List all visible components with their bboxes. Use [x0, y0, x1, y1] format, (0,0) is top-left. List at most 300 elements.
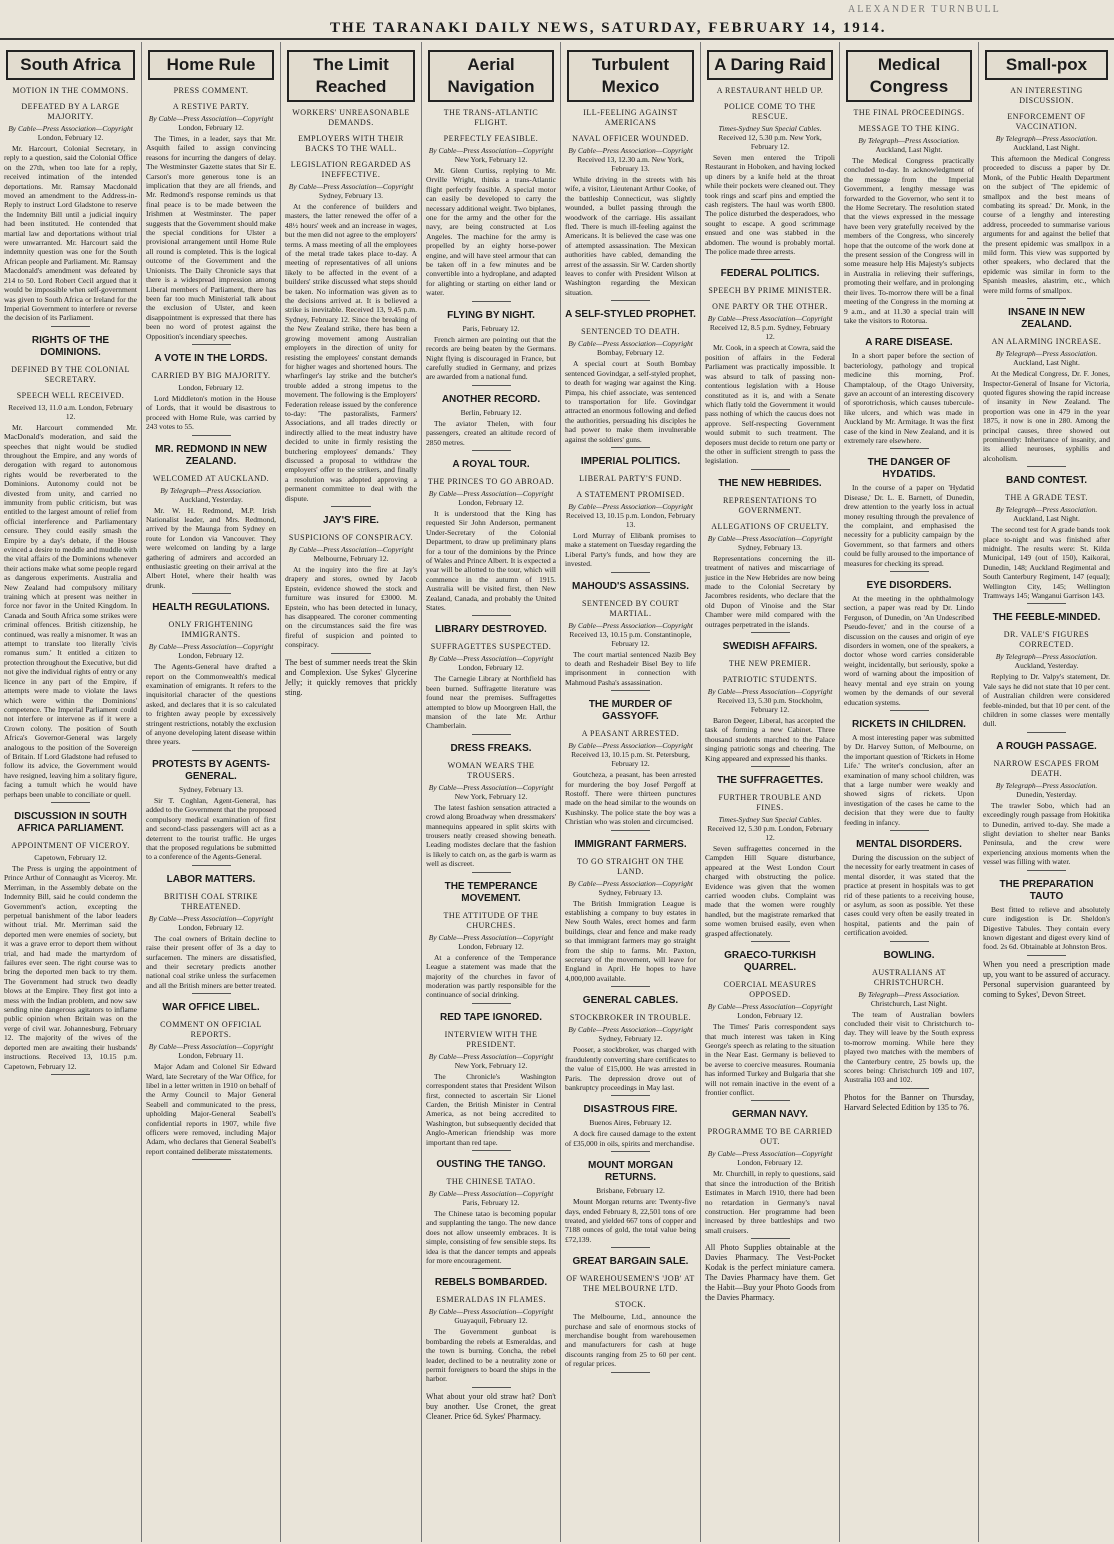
article [844, 580, 974, 711]
article-subheading: CARRIED BY BIG MAJORITY. [151, 370, 271, 380]
article-dateline: Received 13, 11.0 a.m. London, February 12. [8, 402, 133, 421]
article-divider [472, 1268, 511, 1269]
article-heading: GERMAN NAVY. [732, 1109, 808, 1121]
article-divider [1027, 955, 1065, 956]
article-heading: AN INTERESTING DISCUSSION. [1010, 86, 1083, 105]
article [565, 1160, 696, 1248]
article-subheading: WOMAN WEARS THE TROUSERS. [447, 760, 535, 780]
article-subheading: PROGRAMME TO BE CARRIED OUT. [707, 1127, 833, 1147]
article [285, 108, 417, 507]
article-divider [611, 300, 650, 301]
article-divider [192, 750, 231, 751]
article-subheading: OF WAREHOUSEMEN'S 'JOB' AT THE MELBOURNE LTD. [566, 1274, 695, 1294]
article-subheading: SENTENCED BY COURT MARTIAL. [581, 598, 680, 618]
article-dateline: Received 13, 12.30 a.m. New York, February 13. [577, 155, 684, 173]
article-body: At the Medical Congress, Dr. F. Jones, Inspector-General of Insane for Victoria, quoted figures showing the rapid increase of insanity in New Zealand. The proportion was one in 479 in the year 1875, it now is one in 280. Among the principal causes, three showed out prominently: Inheritance of insanity, and its allied neuroses, syphilis and alcoholism. [983, 369, 1110, 463]
column-headline: Aerial Navigation [428, 50, 554, 102]
article-body: French airmen are pointing out that the records are being beaten by the Germans. Night flying is discouraged in France, but carefully studied in Germany, and prizes are awarded from a national fund. [426, 334, 556, 382]
article-divider [331, 506, 371, 507]
article-subheading: SPEECH BY PRIME MINISTER. [708, 286, 832, 296]
article-body: Sir T. Coghlan, Agent-General, has added to the Government that the proposed compulsory medical examination of first and second-class passengers will act as a deterrent to the tourist traffic. He urges that the proposed regulations be submitted to a conference of the Agents-General. [146, 795, 276, 862]
article-divider [1027, 466, 1065, 467]
article [146, 874, 276, 994]
article [565, 995, 696, 1096]
article [844, 719, 974, 831]
article-subheading: STOCK. [614, 1300, 647, 1310]
article-divider [51, 802, 91, 803]
article-divider [1027, 732, 1065, 733]
article-dateline: Berlin, February 12. [460, 407, 522, 417]
article-body: Seven suffragettes concerned in the Campden Hill Square disturbance, appeared at the West London Court charged with obstructing the police. Evidence was given that the women carried wooden clubs. Complaint was made that the women were roughly handled, but the magistrate remarked that some women bruised easily, even when grasped affectionately. [705, 844, 835, 938]
article-dateline: Sydney, February 13. [737, 542, 803, 552]
article-dateline: Received 12, 5.30 p.m. New York, February 12. [718, 133, 822, 151]
article-dateline: Auckland, Last Night. [1013, 143, 1080, 152]
article-subheading: A STATEMENT PROMISED. [576, 489, 685, 499]
column-daring-raid [701, 42, 840, 1542]
article-body: Mr. Glenn Curtiss, replying to Mr. Orville Wright, thinks a trans-Atlantic flight perfectly feasible. A special motor can easily be developed to carry the necessary additional weight. Two biplanes, one for the army and the other for the navy, are being constructed at Los Angeles. The machine for the army is propelled by an eighty horse-power engine, and will have steel armour that can be taken off in a few minutes and be convertible into a hydroplane, and adapted for alighting or starting on either land or water. [426, 166, 556, 298]
article-byline: By Cable—Press Association—Copyright [568, 620, 693, 630]
article-body: Major Adam and Colonel Sir Edward Ward, late Secretary of the War Office, for libel in a letter written in 1910 on behalf of the Army Council to Major General Seabell and communicated to the press, upholding Major-General Seabell's confidential reports in 1907, while five officers were removed, including Major Adam, who declares that General Seabell's report contained deliberate misstatements. [146, 1062, 276, 1156]
article-subheading: ALLEGATIONS OF CRUELTY. [711, 521, 829, 531]
article-heading: LIBRARY DESTROYED. [435, 624, 547, 636]
article-body: Mr. Harcourt commended Mr. MacDonald's moderation, and said the speeches that night would be studied throughout the Empire, and any words of derogation with regard to autonomous rights would be reverberated to the Dominions. Autonomy could not be divested from unity, and carried no immunity from public criticism, but was entitled to the largest amount of relief from official interference and Parliamentary censure. They could easily smash the Empire by a day's debate, if the House evinced a desire to meddle and muddle with the vital affairs of the Dominions whenever their actions make what some people regard as dangerous experiments. Australia and New Zealand had compulsory military training which at present was neither in force nor favor in the United Kingdom. In Canada and South Africa some strikes were criminal offences. British citizenship, he continued, was really a misnomer. It was an attempt to translate too literally 'civis romanus sum.' It entitled a citizen to protection throughout the Executive, but did not give the individual rights of entry or any licence in any part of the Empire, if attempts were made to violate the laws which were within the Dominions' competence. The Imperial Parliament could not interfere or intervene as if it were a Crown colony. The position of South Africa's Governor-General was largely analogous to the position of the Sovereign of Britain. If Lord Gladstone had refused to follow its advice, the Government would have resigned, leaving him a solitary figure, facing a tumult which he would have perhaps been unable to conciliate or quell. [4, 422, 137, 799]
article-divider [1027, 603, 1065, 604]
article [146, 353, 276, 436]
column-headline: Medical Congress [846, 50, 972, 102]
article-dateline: Sydney, February 12. [598, 1034, 663, 1044]
article-subheading: ONLY FRIGHTENING IMMIGRANTS. [168, 620, 254, 640]
article-subheading: PERFECTLY FEASIBLE. [443, 134, 539, 143]
article-body: Lord Middleton's motion in the House of Lords, that it would be disastrous to proceed with Home Rule, was carried by 243 votes to 55. [146, 393, 276, 432]
article-divider [890, 1088, 929, 1089]
article [565, 1256, 696, 1372]
article-body: The trawler Sobo, which had an exceedingly rough passage from Hokitika to Dunedin, arrived to-day. She made a slight deviation to shelter near Banks Peninsula, and the crew were experiencing anxious moments when the vessel was filling with water. [983, 800, 1110, 867]
article-dateline: Buenos Aires, February 12. [589, 1118, 672, 1128]
column-turbulent-mexico [561, 42, 701, 1542]
article-byline: By Cable—Press Association—Copyright [8, 124, 133, 133]
article-divider [611, 830, 650, 831]
article-heading: THE MURDER OF GASSYOFF. [588, 699, 673, 723]
article-divider [890, 830, 929, 831]
article-dateline: Received 13, 5.30 p.m. Stockholm, February 12. [717, 696, 823, 714]
article-heading: A VOTE IN THE LORDS. [154, 352, 268, 364]
article-subheading: COERCIAL MEASURES OPPOSED. [723, 980, 817, 1000]
article-dateline: Auckland, Last Night. [1013, 514, 1080, 524]
article-body: The team of Australian bowlers concluded their visit to Christchurch to-day. They will leave by the South express to-morrow morning. While here they played two matches with the members of the Canterbury centre, 25 bowls up, the scores being: Christchurch 109 and 107, Australia 103 and 102. [844, 1009, 974, 1085]
article-byline: By Cable—Press Association—Copyright [707, 1002, 833, 1012]
article-dateline: Received 13, 10.15 p.m. London, February 13. [565, 510, 696, 529]
article [426, 1012, 556, 1151]
article-subheading: DEFEATED BY A LARGE MAJORITY. [21, 102, 120, 121]
article [705, 478, 835, 633]
article-heading: PROTESTS BY AGENTS-GENERAL. [152, 758, 270, 782]
article-body: The Carnegie Library at Northfield has been burned. Suffragette literature was found near the premises. Suffragettes attempted to blow up Moorgreen Hall, the mansion of the late Mr. Arthur Chamberlain. [426, 674, 556, 731]
article-dateline: Guayaquil, February 12. [454, 1316, 528, 1326]
newspaper-title: THE TARANAKI DAILY NEWS, SATURDAY, FEBRUARY 14, 1914. [330, 20, 887, 36]
article-byline: By Cable—Press Association—Copyright [288, 182, 414, 191]
article [705, 1109, 835, 1239]
article-heading: THE TRANS-ATLANTIC FLIGHT. [443, 108, 539, 127]
article-byline: By Cable—Press Association—Copyright [428, 654, 554, 664]
article-byline: By Cable—Press Association—Copyright [568, 146, 693, 155]
article-divider [192, 993, 231, 994]
article-divider [192, 865, 231, 866]
article-dateline: Auckland, Yesterday. [1014, 661, 1079, 671]
article-byline: By Cable—Press Association—Copyright [148, 642, 274, 652]
article-heading: DISASTROUS FIRE. [583, 1104, 678, 1116]
article-heading: IMMIGRANT FARMERS. [574, 838, 687, 850]
article-byline: By Telegraph—Press Association. [858, 989, 960, 999]
article-divider [472, 385, 511, 386]
article-byline: By Cable—Press Association—Copyright [428, 1188, 554, 1198]
article [4, 335, 137, 803]
article-divider [472, 301, 511, 302]
article-divider [611, 1247, 650, 1248]
article-divider [192, 435, 231, 436]
article-dateline: Brisbane, February 12. [596, 1186, 665, 1196]
article-body: The British Immigration League is establishing a company to buy estates in New South Wales, erect homes and farm buildings, clear and fence and make ready so that immigrant farmers may go straight from the ship to farms. Mr. Paxton, secretary of the movement, will leave for England in April. He hopes to have 4,000,000 available. [565, 898, 696, 983]
article [844, 1093, 974, 1113]
article-body: At a conference of the Temperance League a statement was made that the majority of the churches in favor of moderation was partly responsible for the continuance of social drinking. [426, 952, 556, 1000]
article-byline: By Cable—Press Association—Copyright [707, 687, 833, 696]
article-heading: WORKERS' UNREASONABLE DEMANDS. [292, 108, 410, 127]
column-small-pox [979, 42, 1114, 1542]
advertisement-text: The best of summer needs treat the Skin and Complexion. Use Sykes' Glycerine Jelly; it quickly removes that prickly sting. [285, 657, 417, 697]
article-body: The court martial sentenced Nazib Bey to death and Reshadeir Bisel Bey to life imprisonment in connection with Mahmoud Pasha's assassination. [565, 649, 696, 687]
article-heading: THE DANGER OF HYDATIDS. [867, 457, 951, 481]
article-body: Mr. Churchill, in reply to questions, said that since the introduction of the British Estimates in March 1910, there had been no retardation in Germany's naval construction. Her programme had been increased by three battleships and two small cruisers. [705, 1169, 835, 1235]
article-divider [611, 1151, 650, 1152]
article-divider [890, 448, 929, 449]
article [844, 950, 974, 1089]
article-divider [751, 259, 790, 260]
article-byline: By Cable—Press Association—Copyright [428, 146, 554, 155]
article [705, 950, 835, 1101]
article-dateline: London, February 12. [458, 663, 524, 673]
article-heading: A SELF-STYLED PROPHET. [565, 309, 696, 321]
article-heading: THE FEEBLE-MINDED. [992, 612, 1101, 624]
article-divider [890, 941, 929, 942]
article [844, 108, 974, 329]
article-body: Mr. W. H. Redmond, M.P. Irish Nationalist leader, and Mrs. Redmond, arrived by the Maunga from Sydney en route for London via Vancouver. They were welcomed on landing by a large gathering of admirers and accorded an enthusiastic greeting on their arrival at the Albert Hotel, where their health was drunk. [146, 505, 276, 590]
article-dateline: Paris, February 12. [462, 1197, 520, 1207]
article-subheading: AN ALARMING INCREASE. [991, 337, 1102, 347]
article-byline: By Cable—Press Association—Copyright [428, 488, 554, 498]
article-body: The coal owners of Britain decline to raise their present offer of 3s a day to surfacemen. The miners are dissatisfied, and their secretary predicts another national coal strike unless the surfacemen and all the British miners are better treated. [146, 933, 276, 990]
article [983, 741, 1110, 871]
article-heading: REBELS BOMBARDED. [434, 1277, 548, 1289]
article-dateline: London, February 11. [178, 1051, 244, 1061]
article-heading: WAR OFFICE LIBEL. [162, 1002, 260, 1014]
article-heading: SWEDISH AFFAIRS. [722, 641, 818, 652]
article-divider [890, 328, 929, 329]
article [426, 1159, 556, 1269]
article-subheading: ENFORCEMENT OF VACCINATION. [1007, 112, 1086, 131]
article [4, 811, 137, 1075]
article-divider [472, 450, 511, 451]
article-body: The Times, in a leader, says that Mr. Asquith failed to assign convincing reasons for incurring the dangers of delay. The Westminster Gazette states that Sir E. Carson's more generous tone is an implication that they are all friends, and Mr. Redmond's response reminds us that final peace is to be made between the Irishmen at Westminster. The paper suggests that the Government should make the special conditions for Ulster a provisional arrangement until Home Rule all round is completed. This is the logical outcome of the Government and the Unionists. The Daily Chronicle says that there is a widespread impression among Liberal members of Parliament, there has been far too much Ministerial talk about the exclusion of Ulster, and keen disappointment is expressed that there has been no word of protest against the Opposition's incendiary speeches. [146, 134, 276, 341]
library-stamp: ALEXANDER TURNBULL [848, 4, 1001, 15]
advertisement-text: All Photo Supplies obtainable at the Davies Pharmacy. The Vest-Pocket Kodak is the perfect miniature camera. The Davies Pharmacy have them. Get the Habit—Buy your Photo Goods from the Davies Pharmacy. [705, 1243, 835, 1303]
article-heading: DISCUSSION IN SOUTH AFRICA PARLIAMENT. [14, 810, 127, 834]
article-subheading: A PEASANT ARRESTED. [581, 729, 680, 739]
article-divider [611, 572, 650, 573]
article [565, 699, 696, 830]
article-body: At the conference of builders and masters, the latter renewed the offer of a 48½ hours' week and an increase in wages, but the men did not agree to the employers' terms. A mass meeting of all the employees of the metal trade takes place to-day. A meeting of representatives of all unions likely to be affected in the event of a builders' strike discussed what steps should be taken. No information was given as to the decisions arrived at. It is believed a strike is inevitable. Received 13, 9.45 p.m. Sydney, February 12. Since the breaking of the New Zealand strike, there has been a growing movement among Australian employers in the direction of unity for resisting the employees' constant demands for higher wages and shortened hours. The wharfinger's lay strike and the butcher's trouble added a strong impetus to the movement. The following is the Employers' Federation release issued by the conference to-day: 'The pastoralists, Farmers' Associations, and all trades directly or indirectly allied to the meat industry have decided to unite in firmly resisting the butchering employees' demands.' They discussed a proposal to withdraw the employers' offer to the strikers, and finally a resolution was adopted approving a permanent committee to deal with the dispute. [285, 202, 417, 503]
article-subheading: THE ATTITUDE OF THE CHURCHES. [443, 910, 539, 930]
article-subheading: ONE PARTY OR THE OTHER. [712, 302, 828, 312]
article-body: While driving in the streets with his wife, a visitor, Lieutenant Arthur Cooke, of the battleship Connecticut, was slightly wounded, a bullet passing through the woodwork of the carriage. His assailant fled. There is much ill-feeling against the Americans. It is believed the case was one of attempted assassination. The Mexican authorities have cabled, demanding the arrest of the assassin. Sir W. Carden shortly leaves to confer with President Wilson at Washington regarding the Mexican situation. [565, 175, 696, 297]
article-heading: OUSTING THE TANGO. [436, 1158, 546, 1170]
article-heading: ILL-FEELING AGAINST AMERICANS [583, 108, 678, 127]
article-body: At the meeting in the ophthalmology section, a paper was read by Dr. Lindo Ferguson, of Dunedin, on 'An Undescribed Pseudo-fever,' and in the course of a discussion on the causes and origin of eye disorders in women, one of the speakers, a doctor whose word carries considerable weight, incidentally, but seriously, spoke a word of warning about the imposition of heavy mental and eye strain on young women by the demands of our several education systems. [844, 594, 974, 707]
article [426, 881, 556, 1004]
article-heading: JAY'S FIRE. [323, 515, 379, 526]
article-heading: INSANE IN NEW ZEALAND. [1008, 307, 1085, 331]
article-divider [890, 571, 929, 572]
article-body: The Agents-General have drafted a report on the Commonwealth's medical examination of emigrants. It refers to the inquisitorial character of the questions asked, and declares that it is so calculated to frighten away people by excessively stringent restrictions, notably the exclusion of anyone developing latent disease within three years. [146, 662, 276, 747]
article-divider [472, 1003, 511, 1004]
article-byline: By Telegraph—Press Association. [995, 780, 1098, 790]
article-byline: By Cable—Press Association—Copyright [707, 533, 833, 543]
article-body: The Chinese tatao is becoming popular and supplanting the tango. The new dance does not allow unseemly embraces. It is simple, consisting of few sensible steps. Its idea is that the dancer tempts and appeals for more encouragement. [426, 1208, 556, 1265]
article [146, 444, 276, 595]
article-body: Representations concerning the ill-treatment of natives and miscarriage of justice in the New Hebrides are now being made to the Colonial Secretary by Jacombres residents, who declare that the old Dupon of Vinoise and the Star Chamber were mild compared with the outrages perpetrated in the islands. [705, 553, 835, 629]
column-medical-congress [840, 42, 979, 1542]
article [426, 394, 556, 451]
article-heading: HEALTH REGULATIONS. [152, 602, 270, 614]
article-divider [331, 653, 371, 654]
article-body: The Press is urging the appointment of Prince Arthur of Connaught as Viceroy. Mr. Merriman, in the Assembly debate on the Indemnity Bill, said he could condemn the Government's action, excepting the perpetual banishment of the labor leaders without trial. Mr. Merriman said the deported men were enemies of society, but it was a grave error to deport them without trial, and had made the martyrdom of failures ever seen. The right course was to bring the deported men back to try them. The Government had struck two deadly blows at the Empire. They first got into a mess with the Indian problem, and now saw sending nine dangerous agitators to inflame public opinion when Britain was on the verge of civil war. Johannesburg, February 12. The majority of the wives of the deported men are awaiting their husbands' instructions. Received 13, 10.15 p.m. Capetown, February 12. [4, 863, 137, 1071]
article-subheading: LEGISLATION REGARDED AS INEFFECTIVE. [290, 160, 412, 179]
article-heading: GREAT BARGAIN SALE. [572, 1256, 689, 1268]
article-dateline: Sydney, February 13. [318, 191, 384, 200]
article-subheading: THE CHINESE TATAO. [446, 1176, 536, 1186]
column-headline: Home Rule [148, 50, 274, 80]
article-dateline: Sydney, February 13. [178, 784, 244, 794]
article-divider [192, 1159, 231, 1160]
article-subheading: COMMENT ON OFFICIAL REPORTS. [160, 1020, 262, 1040]
article-heading: RICKETS IN CHILDREN. [852, 718, 966, 730]
article-heading: MAHOUD'S ASSASSINS. [571, 580, 690, 592]
article-subheading: ESMERALDAS IN FLAMES. [436, 1295, 546, 1305]
article-dateline: London, February 12. [178, 123, 244, 132]
article-dateline: Auckland, Last Night. [1013, 358, 1080, 368]
article-heading: IMPERIAL POLITICS. [580, 455, 681, 467]
article-byline: By Cable—Press Association—Copyright [568, 501, 693, 511]
article-heading: A ROUGH PASSAGE. [996, 740, 1097, 752]
article-dateline: Received 13, 10.15 p.m. Constantinople, February 12. [569, 629, 692, 648]
article-subheading: SUSPICIONS OF CONSPIRACY. [288, 533, 414, 542]
article-heading: A RESTAURANT HELD UP. [716, 86, 824, 95]
article [565, 839, 696, 988]
article-divider [890, 710, 929, 711]
article-heading: THE SUFFRAGETTES. [716, 775, 824, 787]
article-body: Mr. Cook, in a speech at Cowra, said the position of affairs in the Federal Parliament was practically impossible. It was absurd to talk of passing non-contentious legislation with a House constituted as it is, and with a Senate which flatly told the Government it would pass nothing of which the caucus does not approve. Self-respecting Government would submit to such treatment. The deposers must decide to return one party or the other in sufficient strength to pass the legislation. [705, 343, 835, 466]
article-byline: By Cable—Press Association—Copyright [428, 782, 554, 792]
article-body: A most interesting paper was submitted by Dr. Harvey Sutton, of Melbourne, on the important question of 'Rickets in Home Life.' The writer's conclusion, after an examination of many school children, was that a large number were weakly and showed signs of rickets. Upon investigation of the cases he came to the decision that they were due to faulty feeding in infancy. [844, 732, 974, 827]
article [565, 456, 696, 573]
article-heading: MENTAL DISORDERS. [856, 838, 962, 850]
article [705, 1243, 835, 1303]
article-byline: By Cable—Press Association—Copyright [707, 314, 833, 324]
article-dateline: Christchurch, Last Night. [870, 998, 948, 1008]
article-dateline: Capetown, February 12. [34, 852, 107, 862]
article-dateline: New York, February 12. [454, 1060, 528, 1070]
article-heading: RED TAPE IGNORED. [439, 1011, 543, 1023]
article-divider [192, 593, 231, 594]
article-subheading: SENTENCED TO DEATH. [581, 327, 680, 337]
article-byline: By Cable—Press Association—Copyright [568, 1025, 693, 1035]
article-heading: ANOTHER RECORD. [441, 393, 541, 405]
article-subheading: NAVAL OFFICER WOUNDED. [572, 134, 689, 143]
article-body: During the discussion on the subject of the necessity for early treatment in cases of mental disorder, it was stated that the practice at present in hospitals was to get rid of these patients to a receiving house, or asylum, as soon as possible. Yet these cases could very often be easily treated in hospital, patients and the pain of certification avoided. [844, 852, 974, 938]
article [983, 879, 1110, 956]
article-heading: THE NEW HEBRIDES. [718, 477, 822, 489]
article-byline: By Cable—Press Association—Copyright [428, 1307, 554, 1317]
article-dateline: London, February 12. [37, 133, 104, 142]
article-body: Seven men entered the Tripoli Restaurant in Hoboken, and having locked up diners by a knife held at the throat while their pockets were cleaned out. They took rings and scarf pins and emptied the cash registers. The haul was worth £800. The police disturbed the desperadoes, who sought to escape. A good scrimmage ensued and one was stabbed in the abdomen. The wound is probably mortal. The police made three arrests. [705, 153, 835, 257]
article-subheading: STOCKBROKER IN TROUBLE. [569, 1013, 692, 1023]
article [565, 309, 696, 448]
article-subheading: WELCOMED AT AUCKLAND. [152, 473, 270, 483]
article-divider [611, 986, 650, 987]
article-heading: GENERAL CABLES. [582, 995, 679, 1007]
article-divider [472, 734, 511, 735]
article-byline: By Cable—Press Association—Copyright [148, 114, 274, 123]
article-body: At the inquiry into the fire at Jay's drapery and stores, owned by Jacob Epstein, evidence showed the stock and furniture was insured for £3000. M. Epstein, who has been detected in lunacy, has disappeared. The coroner commenting on the circumstances said the fire was fireful of suspicion and pointed to conspiracy. [285, 565, 417, 650]
article-heading: RIGHTS OF THE DOMINIONS. [31, 334, 110, 358]
column-headline: Small-pox [985, 50, 1108, 80]
article-body: The second test for A grade bands took place to-night and was finished after midnight. The results were: St. Kilda Municipal, 149 (out of 150), Kaikorai, Dunedin, 148; Auckland Regimental and South Canterbury Regiment, 147 (equal); Wellington City, 145; Wellington Tramways 145; Wanganui Garrison 143. [983, 525, 1110, 600]
article-subheading: INTERVIEW WITH THE PRESIDENT. [444, 1029, 538, 1049]
article [705, 268, 835, 469]
article-dateline: New York, February 12. [454, 791, 528, 801]
column-headline: A Daring Raid [707, 50, 833, 80]
article [426, 743, 556, 873]
article [705, 86, 835, 260]
article-dateline: London, February 12. [178, 651, 244, 661]
article-divider [751, 1238, 790, 1239]
article-heading: A RARE DISEASE. [865, 337, 953, 349]
article [146, 1002, 276, 1160]
article-heading: THE TEMPERANCE MOVEMENT. [444, 880, 538, 904]
article-body: Mount Morgan returns are: Twenty-five days, ended February 8, 22,501 tons of ore treated, and yielded 667 tons of copper and 7188 ounces of gold, the total value being £72,139. [565, 1197, 696, 1244]
article-divider [611, 447, 650, 448]
article-subheading: POLICE COME TO THE RESCUE. [724, 102, 816, 121]
article [705, 775, 835, 942]
advertisement-text: Photos for the Banner on Thursday, Harvard Selected Edition by 135 to 76. [844, 1092, 974, 1112]
article-dateline: London, February 12. [178, 922, 244, 932]
article-subheading: MESSAGE TO THE KING. [858, 124, 960, 133]
article-subheading: SPEECH WELL RECEIVED. [16, 390, 125, 400]
article-divider [51, 326, 91, 327]
article-subheading: EMPLOYERS WITH THEIR BACKS TO THE WALL. [298, 134, 404, 153]
article [983, 612, 1110, 732]
article-divider [751, 632, 790, 633]
article-heading: FLYING BY NIGHT. [447, 309, 535, 321]
article-dateline: London, February 12. [178, 382, 244, 392]
article-body: Goutcheza, a peasant, has been arrested for murdering the boy Josef Pergoff at Rostoff. There were thirteen punctures made on the head similar to the wounds on Kushinsky. The police state the boy was a Christian who was stolen and circumcised. [565, 770, 696, 827]
article [983, 307, 1110, 467]
article-body: A special court at South Bombay sentenced Govindgar, a self-styled prophet, to death for waging war against the King. Pimpa, his chief associate, was sentenced to transportation for life. Govindgar attracted an enormous following and defied the authorities, persuading his disciples he had power to make them invulnerable against the soldiers' guns. [565, 359, 696, 444]
column-limit-reached [281, 42, 422, 1542]
advertisement-text: What about your old straw hat? Don't buy another. Use Cronet, the great Cleaner. Price 6d. Sykes' Pharmacy. [426, 1391, 556, 1421]
article-subheading: NARROW ESCAPES FROM DEATH. [993, 758, 1100, 778]
article-subheading: A RESTIVE PARTY. [172, 102, 250, 111]
article [565, 108, 696, 301]
article-body: Best fitted to relieve and absolutely cure indigestion is Dr. Sheldon's Digestive Tabules. They contain every known digestant and digest every kind of food. 2s 6d. Obtainable at Johnston Bros. [983, 904, 1110, 952]
article-body: Replying to Dr. Valpy's statement, Dr. Vale says he did not state that 10 per cent. of Australian children were considered feeble-minded, but that 10 per cent. of the children in some classes were mentally dull. [983, 672, 1110, 729]
article-byline: By Cable—Press Association—Copyright [707, 1149, 833, 1159]
article [844, 457, 974, 572]
article-divider [751, 1100, 790, 1101]
article-heading: MOTION IN THE COMMONS. [12, 86, 129, 95]
article-heading: FEDERAL POLITICS. [720, 268, 820, 280]
article [426, 624, 556, 734]
article-divider [611, 690, 650, 691]
article-byline: Times-Sydney Sun Special Cables. [718, 815, 822, 825]
article-byline: Times-Sydney Sun Special Cables. [718, 124, 822, 133]
article-subheading: APPOINTMENT OF VICEROY. [11, 840, 130, 850]
article-subheading: LIBERAL PARTY'S FUND. [579, 473, 682, 483]
article [426, 1392, 556, 1422]
article [146, 602, 276, 751]
article-subheading: BRITISH COAL STRIKE THREATENED. [163, 891, 259, 911]
article [285, 658, 417, 698]
column-headline: The Limit Reached [287, 50, 415, 102]
article-byline: By Telegraph—Press Association. [995, 134, 1098, 143]
article-body: Mr. Harcourt, Colonial Secretary, in reply to a question, said the Colonial Office on the 27th, when too late for a reply, received intimation of the intended deportations. Mr. Ramsay Macdonald moved an amendment to the Address-in-Reply to instruct Lord Gladstone to reserve the Indemnity Bill until a judicial inquiry had been instituted. He contended that martial law and deportations without trial were unwarranted. Mr. Harcourt said the indemnity question was one for the South African people and Parliament. Mr. Ramsay Macdonald's amendment was defeated by 214 to 50. Lord Robert Cecil argued that it would be impossible when self-government was given to South Africa or Ireland for the Imperial Government to interfere or reverse the decision of its Parliament. [4, 144, 137, 323]
article-body: The Melbourne, Ltd., announce the purchase and sale of enormous stocks of merchandise bought from warehousemen and manufacturers for cash at huge discounts ranging from 25 to 60 per cent. of regular prices. [565, 1312, 696, 1369]
article-heading: MOUNT MORGAN RETURNS. [588, 1160, 673, 1184]
article [426, 108, 556, 302]
article-dateline: Paris, February 12. [462, 323, 520, 333]
article-heading: GRAECO-TURKISH QUARREL. [724, 950, 816, 974]
article [983, 960, 1110, 1000]
article-subheading: PATRIOTIC STUDENTS. [722, 675, 818, 684]
advertisement-text: When you need a prescription made up, you want to be assured of accuracy. Personal supervision guaranteed by coming to Sykes', Devon Street. [983, 959, 1110, 999]
article-heading: LABOR MATTERS. [166, 873, 256, 885]
article-divider [1027, 870, 1065, 871]
article-dateline: London, February 12. [458, 497, 524, 507]
article-byline: By Cable—Press Association—Copyright [568, 339, 693, 349]
article [146, 86, 276, 345]
article-dateline: Sydney, February 13. [598, 887, 663, 897]
article-subheading: AUSTRALIANS AT CHRISTCHURCH. [872, 967, 946, 987]
article-byline: By Telegraph—Press Association. [858, 136, 960, 145]
article-byline: By Cable—Press Association—Copyright [148, 1042, 274, 1052]
article-heading: BOWLING. [883, 949, 935, 961]
article [285, 515, 417, 654]
article [844, 337, 974, 449]
article-body: The Chronicle's Washington correspondent states that President Wilson first, connected to ascertain Sir Lionel Carden, the British Minister in Central America, as not being accredited to Washington, but subsequently decided that Anglo-American friendship was more important than red tape. [426, 1071, 556, 1147]
article-dateline: Received 12, 8.5 p.m. Sydney, February 12. [709, 323, 831, 342]
article-divider [751, 941, 790, 942]
article-subheading: REPRESENTATIONS TO GOVERNMENT. [722, 495, 818, 515]
article-divider [192, 344, 231, 345]
article-body: The aviator Thelen, with four passengers, created an altitude record of 2850 metres. [426, 418, 556, 447]
column-aerial-navigation [422, 42, 561, 1542]
article [565, 1104, 696, 1152]
article-byline: By Telegraph—Press Association. [160, 485, 262, 495]
article-subheading: DR. VALE'S FIGURES CORRECTED. [1003, 630, 1090, 650]
article-dateline: Received 12, 5.30 p.m. London, February 12. [707, 824, 833, 843]
article-subheading: SUFFRAGETTES SUSPECTED. [430, 642, 552, 652]
article-byline: By Cable—Press Association—Copyright [428, 1051, 554, 1061]
article [146, 759, 276, 866]
article-body: This afternoon the Medical Congress proceeded to discuss a paper by Dr. Monk, of the Public Health Department on the subject of 'The epidemic of smallpox and the best means of combating its spread.' Dr. Monk, in the course of a lengthy and interesting address, proceeded to summarise various arguments for and against the belief that the present epidemic was smallpox in a mild form. This view was supported by other speakers, who declared that the epidemic was similar in form to the Spanish measles, alastrim, etc., which were mild forms of smallpox. [983, 154, 1110, 295]
